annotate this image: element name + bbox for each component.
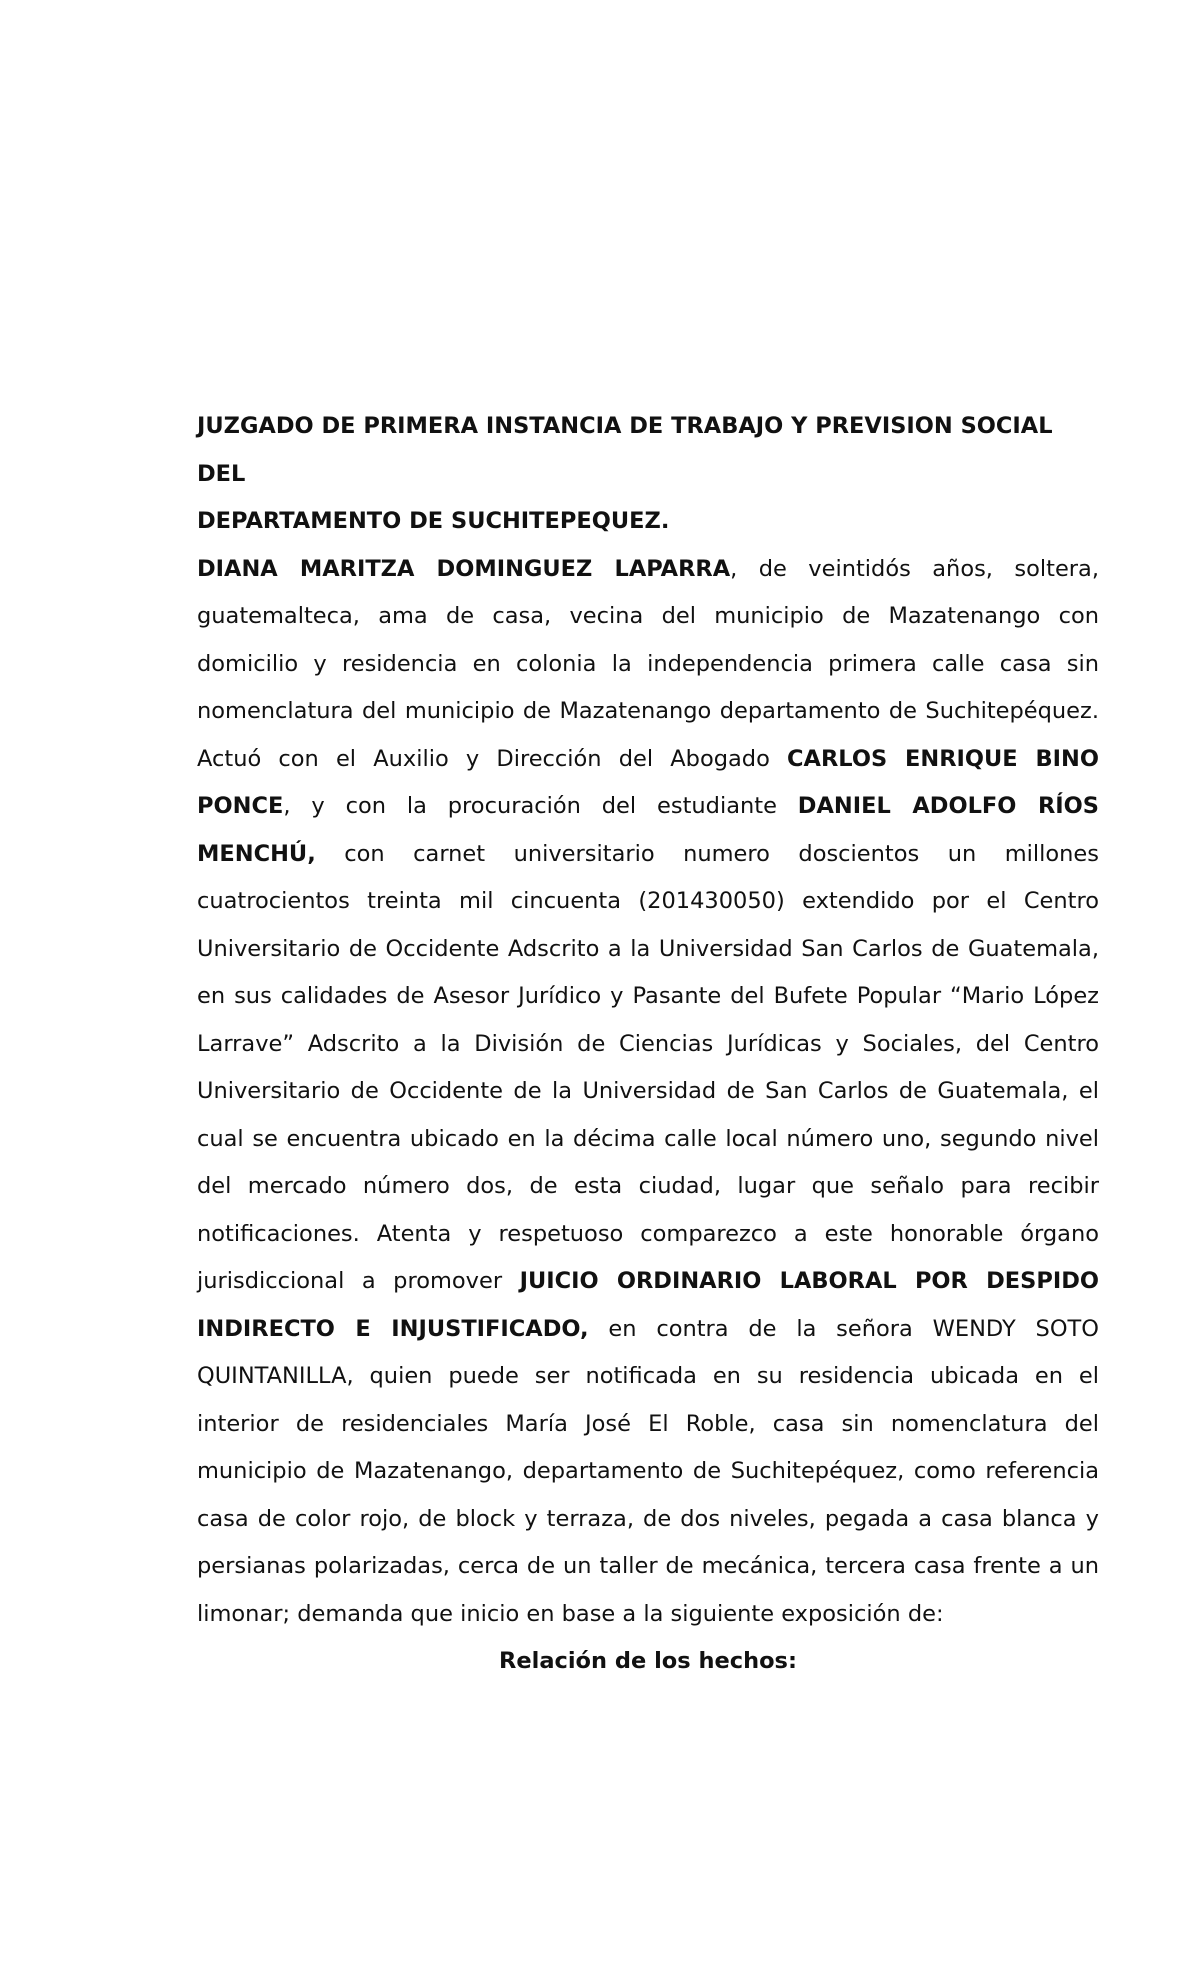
claim-type: JUICIO ORDINARIO LABORAL POR DESPIDO INDIRECTO E INJUSTIFICADO,: [197, 1268, 1100, 1342]
court-heading: [197, 403, 1099, 546]
student-name: DANIEL ADOLFO RÍOS MENCHÚ,: [197, 793, 1099, 867]
document-page: [197, 403, 1099, 1686]
section-title: Relación de los hechos:: [499, 1648, 797, 1674]
paragraph-text-4: en contra de la señora WENDY SOTO QUINTANILLA, quien puede ser notificada en su residencia ubicada en el interior de residenciales María José El Roble, casa sin nomenclatura del municipio de Mazatenango, departamento de Suchitepéquez, como referencia casa de color rojo, de block y terraza, de dos niveles, pegada a casa blanca y persianas polarizadas, cerca de un taller de mecánica, tercera casa frente a un limonar; demanda que inicio en base a la siguiente exposición de:: [197, 1315, 1099, 1627]
court-heading-line-2: DEPARTAMENTO DE SUCHITEPEQUEZ.: [197, 508, 670, 534]
court-heading-line-1: JUZGADO DE PRIMERA INSTANCIA DE TRABAJO Y PREVISION SOCIAL DEL: [197, 413, 1053, 487]
complaint-paragraph: [197, 546, 1099, 1639]
lawyer-name: CARLOS ENRIQUE BINO PONCE: [197, 745, 1100, 819]
paragraph-text-3: con carnet universitario numero doscientos un millones cuatrocientos treinta mil cincuenta (201430050) extendido por el Centro Universitario de Occidente Adscrito a la Universidad San Carlos de Guatemala, en sus calidades de Asesor Jurídico y Pasante del Bufete Popular “Mario López Larrave” Adscrito a la División de Ciencias Jurídicas y Sociales, del Centro Universitario de Occidente de la Universidad de San Carlos de Guatemala, el cual se encuentra ubicado en la décima calle local número uno, segundo nivel del mercado número dos, de esta ciudad, lugar que señalo para recibir notificaciones. Atenta y respetuoso comparezco a este honorable órgano jurisdiccional a promover: [197, 840, 1099, 1294]
paragraph-text-1: , de veintidós años, soltera, guatemalteca, ama de casa, vecina del municipio de Mazatenango con domicilio y residencia en colonia la independencia primera calle casa sin nomenclatura del municipio de Mazatenango departamento de Suchitepéquez. Actuó con el Auxilio y Dirección del Abogado: [197, 555, 1099, 772]
paragraph-text-2: , y con la procuración del estudiante: [283, 793, 798, 819]
plaintiff-name: DIANA MARITZA DOMINGUEZ LAPARRA: [197, 555, 731, 582]
